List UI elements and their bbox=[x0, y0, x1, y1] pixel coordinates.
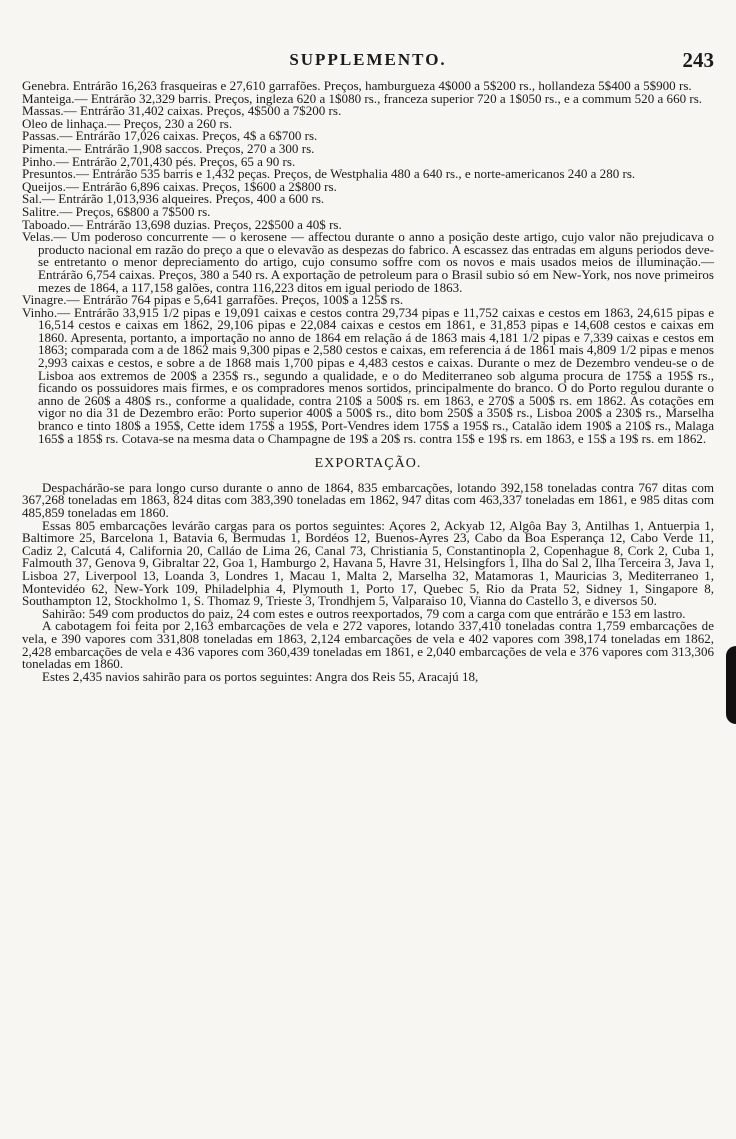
entry-presuntos: Presuntos.— Entrárão 535 barris e 1,432 peças. Preços, de Westphalia 480 a 640 rs., e norte-americanos 240 a 280 rs. bbox=[22, 166, 636, 182]
page-body bbox=[22, 80, 714, 683]
entry-vinagre: Vinagre.— Entrárão 764 pipas e 5,641 garrafões. Preços, 100$ a 125$ rs. bbox=[22, 292, 404, 308]
entry-vinho: Vinho.— Entrárão 33,915 1/2 pipas e 19,091 caixas e cestos contra 29,734 pipas e 11,752 caixas e cestos em 1863, 24,615 pipas e 16,514 cestos e caixas em 1862, 29,106 pipas e 22,084 caixas e cestos em 1861, e 31,853 pipas e 14,608 cestos e caixas em 1860. Apresenta, portanto, a importação no anno de 1864 em relação á de 1863 mais 4,181 1/2 pipas e 7,339 caixas e cestos em 1863; comparada com a de 1862 mais 9,300 pipas e 2,580 cestos e caixas, em referencia á de 1861 mais 4,809 1/2 pipas e menos 2,993 caixas e cestos, e sobre a de 1868 mais 1,700 pipas e 4,483 cestos e caixas. Durante o mez de Dezembro vendeu-se o de Lisboa aos extremos de 200$ a 235$ rs., segundo a qualidade, e o do Mediterraneo sob alguma procura de 175$ a 195$ rs., ficando os possuidores mais firmes, e os compradores menos sortidos, principalmente do branco. O do Porto regulou durante o anno de 260$ a 480$ rs., conforme a qualidade, contra 210$ a 500$ rs. em 1863, e 270$ a 500$ rs. em 1862. As cotações em vigor no dia 31 de Dezembro erão: Porto superior 400$ a 500$ rs., dito bom 250$ a 350$ rs., Lisboa 200$ a 230$ rs., Marselha branco e tinto 180$ a 195$, Cette idem 175$ a 195$, Port-Vendres idem 175$ a 195$ rs., Catalão idem 190$ a 210$ rs., Malaga 165$ a 185$ rs. Cotava-se na mesma data o Champagne de 19$ a 20$ rs. contra 15$ e 19$ rs. em 1863, e 15$ a 19$ rs. em 1862. bbox=[22, 304, 714, 446]
entry-pinho: Pinho.— Entrárão 2,701,430 pés. Preços, 65 a 90 rs. bbox=[22, 153, 296, 169]
entry-genebra: Genebra. Entrárão 16,263 frasqueiras e 27,610 garrafões. Preços, hamburgueza 4$000 a 5$200 rs., hollandeza 5$400 a 5$900 rs. bbox=[22, 78, 692, 93]
paragraph-portos: Essas 805 embarcações levárão cargas para os portos seguintes: Açores 2, Ackyab 12, Algôa Bay 3, Antilhas 1, Antuerpia 1, Baltimore 25, Barcelona 1, Batavia 6, Bermudas 1, Bordéos 12, Buenos-Ayres 23, Cabo da Boa Esperança 12, Cabo Verde 11, Cadiz 2, Calcutá 4, California 20, Calláo de Lima 26, Canal 73, Christiania 5, Constantinopla 2, Copenhague 8, Cork 2, Cuba 1, Falmouth 37, Genova 9, Gibraltar 22, Goa 1, Hamburgo 2, Havana 5, Havre 31, Helsingfors 1, Ilha do Sal 2, Ilha Terceira 3, Java 1, Lisboa 27, Liverpool 13, Loanda 3, Londres 1, Macau 1, Malta 2, Marselha 32, Matamoras 1, Mauricias 3, Mediterraneo 1, Montevidéo 62, New-York 109, Philadelphia 4, Plymouth 1, Porto 17, Quebec 5, Rio da Prata 52, Sidney 1, Singapore 8, Southampton 12, Stockholmo 1, S. Thomaz 9, Trieste 3, Trondhjem 5, Valparaiso 10, Vianna do Castello 3, e diversos 50. bbox=[22, 517, 714, 609]
paragraph-cabotagem: A cabotagem foi feita por 2,163 embarcações de vela e 272 vapores, lotando 337,410 toneladas contra 1,759 embarcações de vela, e 390 vapores com 331,808 toneladas em 1863, 2,124 embarcações de vela e 402 vapores com 398,174 toneladas em 1862, 2,428 embarcações de vela e 436 vapores com 360,439 toneladas em 1861, e 2,040 embarcações de vela e 376 vapores com 313,306 toneladas em 1860. bbox=[22, 618, 714, 672]
binding-shadow bbox=[726, 646, 736, 724]
paragraph-longo-curso: Despachárão-se para longo curso durante o anno de 1864, 835 embarcações, lotando 392,158 toneladas contra 767 ditas com 367,268 toneladas em 1863, 824 ditas com 383,390 toneladas em 1862, 947 ditas com 463,337 toneladas em 1861, e 985 ditas com 485,859 toneladas em 1860. bbox=[22, 479, 714, 520]
entry-sal: Sal.— Entrárão 1,013,936 alqueires. Preços, 400 a 600 rs. bbox=[22, 191, 325, 207]
entry-oleo-de-linhaca: Oleo de linhaça.— Preços, 230 a 260 rs. bbox=[22, 115, 233, 131]
entry-velas: Velas.— Um poderoso concurrente — o kerosene — affectou durante o anno a posição deste artigo, cujo valor não prejudicava o producto nacional em razão do preço a que o elevavão as despezas do fabrico. A escassez das entradas em alguns periodos deve-se entretanto o menor depreciamento do artigo, cujo consumo soffre com os novos e mais usados meios de illuminação.— Entrárão 6,754 caixas. Preços, 380 a 540 rs. A exportação de petroleum para o Brasil subio só em New-York, nos nove primeiros mezes de 1864, a 117,158 galões, contra 116,223 ditos em igual periodo de 1863. bbox=[22, 229, 714, 295]
entry-pimenta: Pimenta.— Entrárão 1,908 saccos. Preços, 270 a 300 rs. bbox=[22, 140, 315, 156]
entry-queijos: Queijos.— Entrárão 6,896 caixas. Preços, 1$600 a 2$800 rs. bbox=[22, 178, 337, 194]
page-number: 243 bbox=[682, 48, 714, 72]
paragraph-sahirao: Sahirão: 549 com productos do paiz, 24 com estes e outros reexportados, 79 com a carga com que entrárão e 153 em lastro. bbox=[42, 605, 686, 621]
exportacao-section bbox=[22, 479, 714, 684]
section-title-exportacao: EXPORTAÇÃO. bbox=[314, 456, 422, 472]
paragraph-navios: Estes 2,435 navios sahirão para os portos seguintes: Angra dos Reis 55, Aracajú 18, bbox=[42, 668, 479, 684]
entry-salitre: Salitre.— Preços, 6$800 a 7$500 rs. bbox=[22, 203, 211, 219]
entry-taboado: Taboado.— Entrárão 13,698 duzias. Preços, 22$500 a 40$ rs. bbox=[22, 216, 342, 232]
entry-passas: Passas.— Entrárão 17,026 caixas. Preços, 4$ a 6$700 rs. bbox=[22, 128, 318, 144]
entry-massas: Massas.— Entrárão 31,402 caixas. Preços, 4$500 a 7$200 rs. bbox=[22, 103, 342, 119]
commodity-list bbox=[22, 80, 714, 445]
entry-manteiga: Manteiga.— Entrárão 32,329 barris. Preços, ingleza 620 a 1$080 rs., franceza superior 720 a 1$050 rs., e a commum 520 a 660 rs. bbox=[22, 90, 703, 106]
page-header bbox=[22, 50, 714, 76]
running-title: SUPPLEMENTO. bbox=[289, 50, 447, 69]
